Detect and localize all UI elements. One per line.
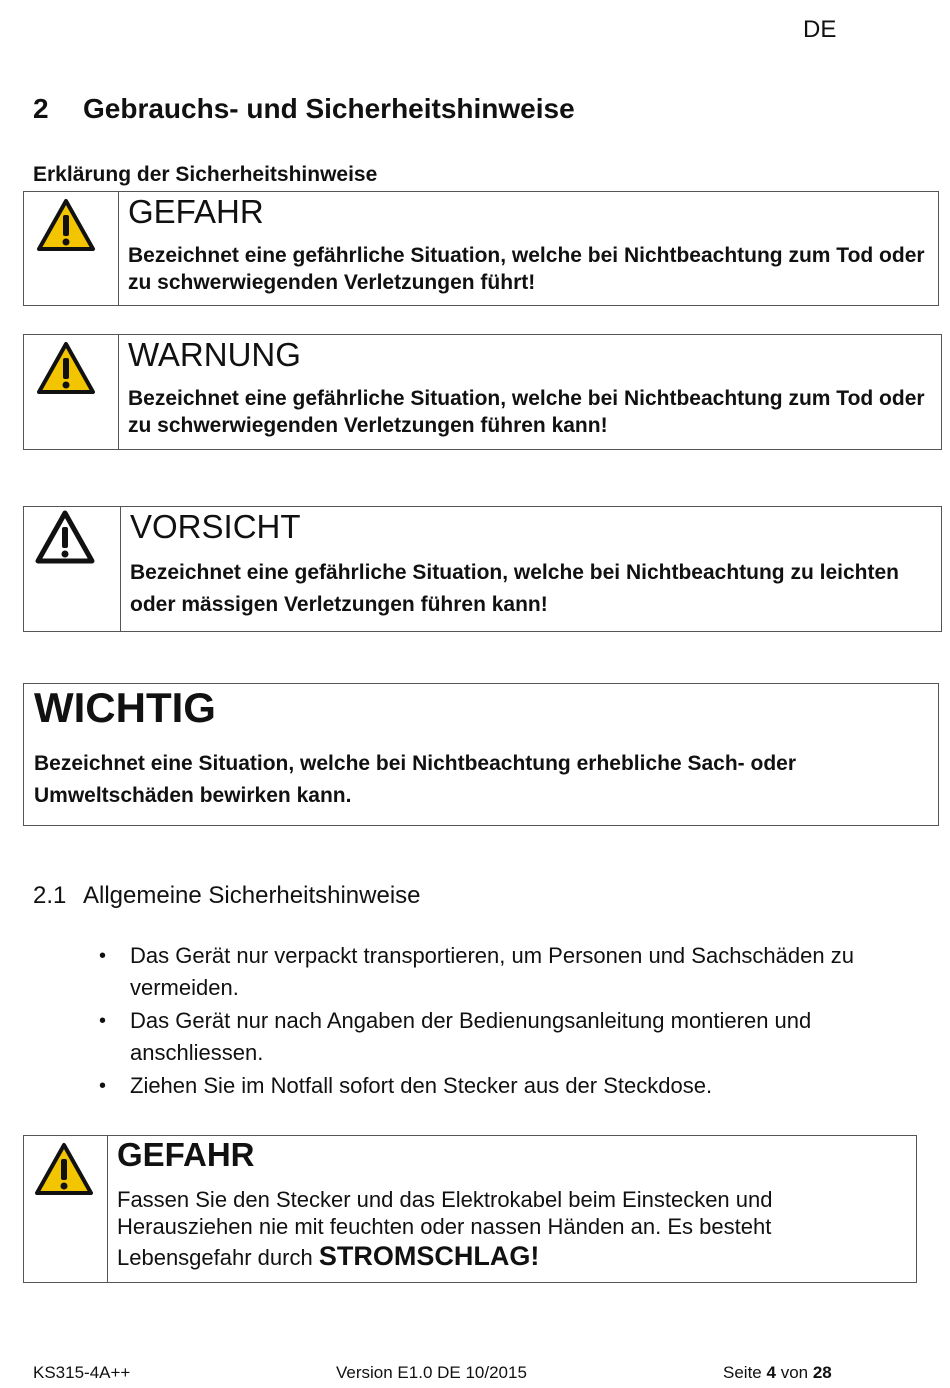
notice-warnung-title: WARNUNG: [128, 336, 301, 373]
subsection-number: 2.1: [33, 882, 67, 909]
explanation-heading: Erklärung der Sicherheitshinweise: [33, 163, 378, 186]
section-number: 2: [33, 93, 49, 124]
section-title: [33, 93, 575, 125]
notice-gefahr-text: Bezeichnet eine gefährliche Situation, welche bei Nichtbeachtung zum Tod oder zu schwerwiegenden Verletzungen führt!: [128, 244, 925, 294]
bullet-icon: •: [99, 1075, 107, 1097]
notice-wichtig-text: Bezeichnet eine Situation, welche bei Nichtbeachtung erhebliche Sach- oder Umweltschäden bewirken kann.: [34, 752, 796, 807]
notice-vorsicht: [23, 506, 942, 632]
notice-gefahr-title: GEFAHR: [128, 193, 264, 230]
list-item: • Das Gerät nur nach Angaben der Bedienungsanleitung montieren und anschliessen.: [96, 1005, 906, 1069]
notice-warnung: [23, 334, 942, 450]
danger-notice-line: Herausziehen nie mit feuchten oder nassen Händen an. Es besteht: [117, 1214, 772, 1239]
footer-model: KS315-4A++: [33, 1363, 131, 1382]
bullet-icon: •: [99, 1010, 107, 1032]
subsection-title-text: Allgemeine Sicherheitshinweise: [83, 882, 421, 909]
caution-triangle-icon: [34, 509, 96, 565]
notice-vorsicht-text: Bezeichnet eine gefährliche Situation, welche bei Nichtbeachtung zu leichten oder mässigen Verletzungen führen kann!: [130, 561, 899, 616]
section-title-text: Gebrauchs- und Sicherheitshinweise: [83, 93, 575, 124]
notice-warnung-icon-cell: [24, 335, 119, 449]
warning-triangle-icon: [36, 198, 96, 252]
notice-gefahr: [23, 191, 939, 306]
notice-wichtig: [23, 683, 939, 826]
warning-triangle-icon: [36, 341, 96, 395]
language-label: DE: [803, 16, 837, 43]
notice-wichtig-title: WICHTIG: [34, 684, 216, 731]
bullet-icon: •: [99, 945, 107, 967]
safety-bullet-list: [96, 940, 906, 1103]
notice-vorsicht-icon-cell: [24, 507, 121, 631]
list-item: • Ziehen Sie im Notfall sofort den Stecker aus der Steckdose.: [96, 1070, 906, 1102]
danger-notice-line: Fassen Sie den Stecker und das Elektrokabel beim Einstecken und: [117, 1187, 773, 1212]
subsection-title: [33, 882, 421, 910]
notice-vorsicht-title: VORSICHT: [130, 508, 301, 545]
danger-notice-text: [117, 1186, 907, 1271]
warning-triangle-icon: [34, 1142, 94, 1196]
notice-gefahr-icon-cell: [24, 192, 119, 305]
danger-notice-emphasis: STROMSCHLAG!: [318, 1241, 540, 1271]
danger-notice-title: GEFAHR: [117, 1136, 255, 1173]
footer-version: Version E1.0 DE 10/2015: [336, 1363, 527, 1382]
danger-notice-icon-cell: [24, 1136, 108, 1282]
list-item: • Das Gerät nur verpackt transportieren, um Personen und Sachschäden zu vermeiden.: [96, 940, 906, 1004]
danger-notice-stromschlag: [23, 1135, 917, 1283]
notice-warnung-text: Bezeichnet eine gefährliche Situation, welche bei Nichtbeachtung zum Tod oder zu schwerwiegenden Verletzungen führen kann!: [128, 387, 925, 437]
danger-notice-line-last: Lebensgefahr durch STROMSCHLAG!: [117, 1241, 540, 1271]
footer-page-number: Seite 4 von 28: [723, 1363, 832, 1382]
